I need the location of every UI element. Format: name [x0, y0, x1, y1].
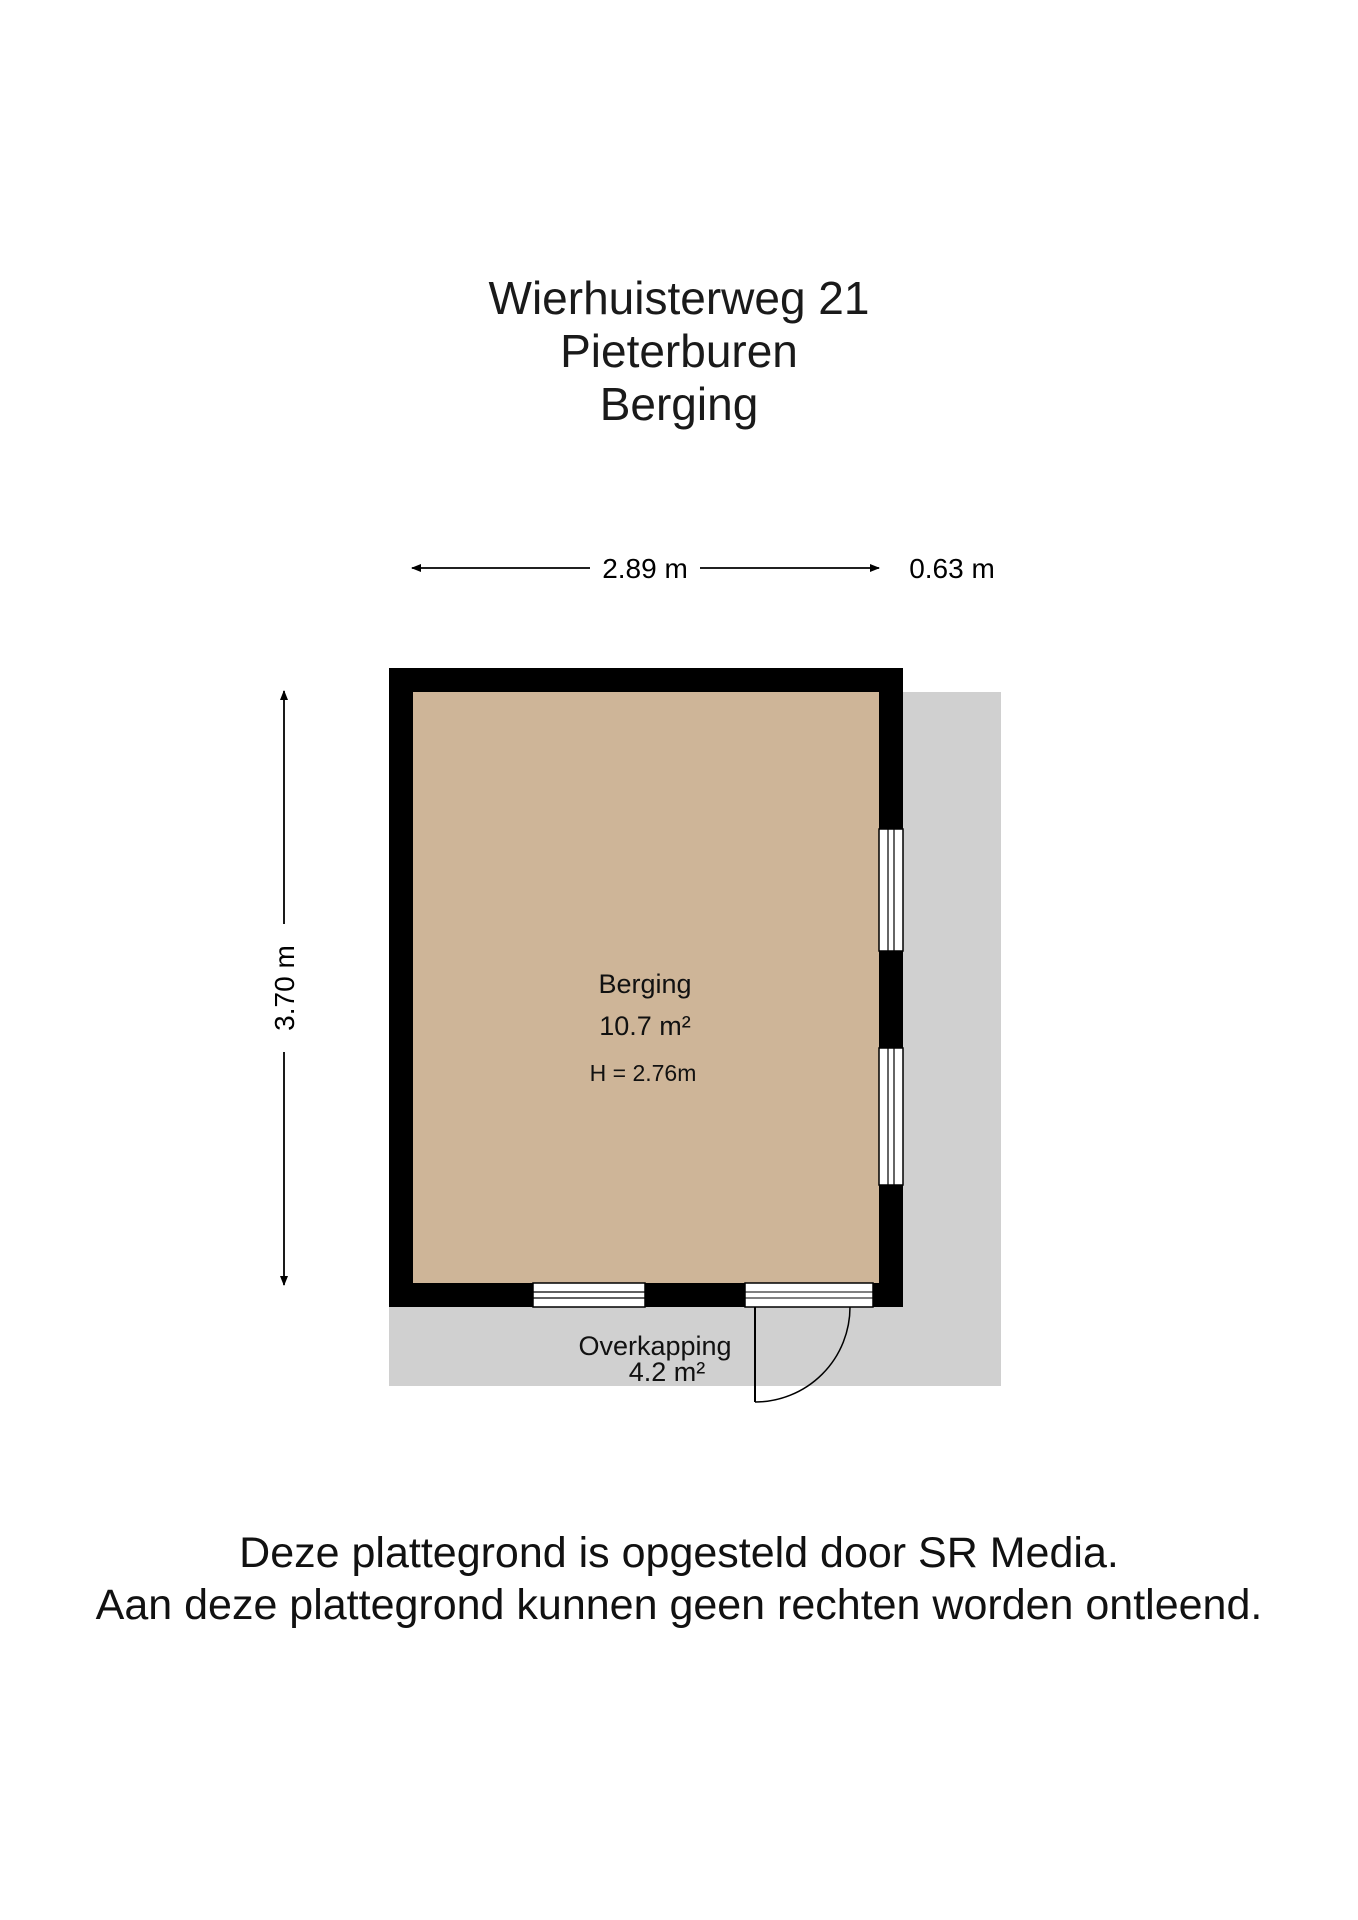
wall-top [389, 668, 903, 692]
wall-right-middle [879, 951, 903, 1048]
window-right-upper [879, 829, 903, 951]
wall-left [389, 668, 413, 1307]
dimension-width-main: 2.89 m [602, 553, 688, 584]
room-label-berging [590, 969, 697, 1086]
disclaimer-line-2: Aan deze plattegrond kunnen geen rechten worden ontleend. [95, 1581, 1263, 1629]
room-name: Berging [598, 969, 692, 999]
disclaimer-line-1: Deze plattegrond is opgesteld door SR Media. [239, 1529, 1119, 1577]
dimension-horizontal [412, 553, 995, 584]
dimension-vertical [269, 691, 300, 1285]
window-bottom [533, 1283, 645, 1307]
disclaimer [0, 1527, 1358, 1631]
window-right-lower [879, 1048, 903, 1185]
address-city: Pieterburen [560, 325, 798, 377]
wall-bottom-middle [645, 1283, 745, 1307]
address-street: Wierhuisterweg 21 [488, 272, 870, 324]
overhang-name: Overkapping [578, 1331, 732, 1361]
wall-bottom-right [873, 1283, 903, 1307]
wall-right-upper [879, 668, 903, 829]
room-area: 10.7 m² [599, 1011, 691, 1041]
wall-bottom-left [389, 1283, 533, 1307]
room-height: H = 2.76m [589, 1060, 697, 1086]
building-name: Berging [599, 378, 759, 430]
dimension-depth: 3.70 m [269, 945, 300, 1031]
overhang-area: 4.2 m² [628, 1357, 706, 1387]
dimension-width-extra: 0.63 m [909, 553, 995, 584]
